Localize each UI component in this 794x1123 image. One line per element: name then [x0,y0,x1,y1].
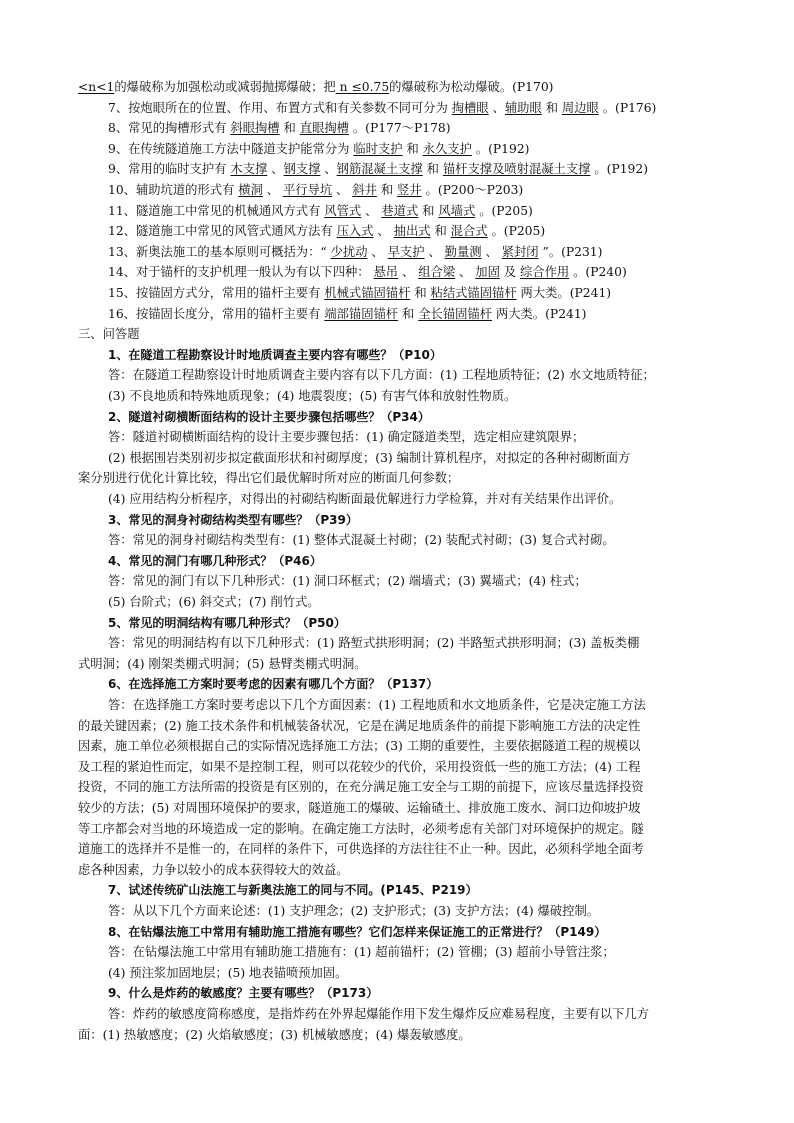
answer-line: 答：隧道衬砌横断面结构的设计主要步骤包括：(1) 确定隧道类型，选定相应建筑限界； [108,430,585,445]
blank-answer: 辅助眼 [504,100,542,115]
blank-text: 、 [455,265,476,280]
answer-line: 答：炸药的敏感度简称感度，是指炸药在外界起爆能作用下发生爆炸反应难易程度，主要有以下几方 [108,1007,650,1021]
blank-text: 和 [418,203,439,218]
question-heading: 6、在选择施工方案时要考虑的因素有哪几个方面？（P137） [108,677,439,692]
blank-answer: 钢筋混凝土支撑 [336,162,423,177]
answer-line: (3) 不良地质和特殊地质现象；(4) 地震裂度；(5) 有害气体和放射性物质。 [108,389,517,403]
blank-text: 的爆破称为加强松动或减弱抛掷爆破；把 [114,80,336,94]
blank-text: 14、对于锚杆的支护机理一般认为有以下四种： [108,265,374,280]
blank-text: 两大类。(P241) [492,306,587,321]
blank-answer: 全长锚固锚杆 [418,306,493,321]
blank-text: 、 [262,183,283,197]
fill-blank-line [108,160,758,178]
blank-answer: 斜井 [352,183,377,197]
answer-line: 道施工的选择并不是惟一的，在同样的条件下，可供选择的方法往往不止一种。因此，必须科学地全面考 [78,842,644,857]
fill-blank-line [108,181,758,199]
blank-answer: 端部锚固锚杆 [324,306,399,321]
question-heading: 2、隧道衬砌横断面结构的设计主要步骤包括哪些？（P34） [108,409,430,424]
answer-line: (4) 应用结构分析程序，对得出的衬砌结构断面最优解进行力学检算，并对有关结果作出评价。 [108,492,622,506]
blank-answer: 加固 [475,265,500,280]
answer-line: 答：在选择施工方案时要考虑以下几个方面因素：(1) 工程地质和水文地质条件，它是决定施工方法 [108,698,646,712]
answer-line: 答：在钻爆法施工中常用有辅助施工措施有：(1) 超前锚杆；(2) 管棚；(3) 超前小导管注浆； [108,945,615,960]
blank-text: 和 [541,100,562,115]
blank-answer: 粘结式锚固锚杆 [430,286,517,300]
blank-answer: n ≤0.75 [335,80,390,94]
blank-text: 、 [361,203,382,218]
question-heading: 3、常见的洞身衬砌结构类型有哪些？（P39） [108,512,358,527]
answer-line: 较少的方法；(5) 对周围环境保护的要求，隧道施工的爆破、运输碴土、排放施工废水、洞口边仰坡护坡 [78,801,641,815]
blank-answer: 组合梁 [418,265,456,280]
blank-text: 及 [499,265,520,280]
blank-text: 和 [410,286,431,300]
blank-text: 。(P200～P203) [421,183,524,197]
blank-answer: <n<1 [78,80,115,94]
blank-text: 和 [430,224,451,239]
question-heading: 5、常见的明洞结构有哪几种形式？（P50） [108,615,346,630]
blank-text: 、 [332,183,353,197]
blank-text: 。(P192) [471,141,530,156]
fill-blank-line [108,263,758,281]
answer-line: 的最关键因素；(2) 施工技术条件和机械装备状况，它是在满足地质条件的前提下影响施工方法的决定性 [78,718,641,733]
answer-line: (2) 根据围岩类别初步拟定截面形状和衬砌厚度；(3) 编制计算机程序，对拟定的各种衬砌断面方 [108,450,631,465]
blank-text: 和 [279,121,300,136]
blank-text: 11、隧道施工中常见的机械通风方式有 [108,203,325,218]
answer-line: 答：常见的洞身衬砌结构类型有：(1) 整体式混凝土衬砌；(2) 装配式衬砌；(3) 复合式衬砌。 [108,533,615,548]
blank-answer: 横洞 [238,183,263,197]
blank-text: 的爆破称为松动爆破。(P170) [389,80,554,94]
blank-text: ”。(P231) [538,244,603,259]
question-heading: 8、在钻爆法施工中常用有辅助施工措施有哪些？它们怎样来保证施工的正常进行？（P149） [108,924,607,939]
blank-answer: 直眼掏槽 [299,121,349,136]
fill-blank-line [108,140,758,158]
blank-text: 和 [402,141,423,156]
blank-text: 、 [424,244,445,259]
blank-answer: 竖井 [397,183,422,197]
fill-blank-line [108,202,758,220]
fill-blank-line [108,243,758,261]
blank-text: 10、辅助坑道的形式有 [108,183,239,197]
blank-answer: 平行导坑 [282,183,333,197]
blank-answer: 风管式 [324,203,362,218]
fill-blank-line [108,222,758,240]
answer-line: (5) 台阶式；(6) 斜交式；(7) 削竹式。 [108,595,320,609]
blank-answer: 风墙式 [438,203,476,218]
answer-line: 因素，施工单位必须根据自己的实际情况选择施工方法；(3) 工期的重要性，主要依据隧道工程的规模以 [78,739,641,754]
answer-line: 答：常见的洞门有以下几种形式：(1) 洞口环框式；(2) 端墙式；(3) 翼墙式；(4) 柱式； [108,574,587,589]
blank-answer: 紧封闭 [501,244,539,259]
blank-text: 。(P192) [590,162,648,177]
answer-line: 面：(1) 热敏感度；(2) 火焰敏感度；(3) 机械敏感度；(4) 爆轰敏感度。 [78,1027,471,1042]
blank-text: 两大类。(P241) [516,286,612,300]
blank-text: 、 [488,100,505,115]
blank-answer: 木支撑 [230,162,268,177]
blank-answer: 斜眼掏槽 [230,121,280,136]
blank-text: 和 [422,162,443,177]
blank-text: 和 [398,306,419,321]
answer-line: 等工序都会对当地的环境造成一定的影响。在确定施工方法时，必须考虑有关部门对环境保护的规定。隧 [78,821,644,836]
blank-answer: 少扰动 [330,244,368,259]
blank-answer: 早支护 [387,244,425,259]
blank-text: 。(P177～P178) [348,121,451,136]
section-title: 三、问答题 [78,327,140,342]
blank-text: 12、隧道施工中常见的风管式通风方法有 [108,224,337,239]
blank-answer: 混合式 [450,224,488,239]
blank-text: 15、按锚固方式分，常用的锚杆主要有 [108,286,325,300]
fill-blank-line [108,99,758,117]
blank-text: 。(P240) [569,265,627,280]
blank-answer: 永久支护 [422,141,472,156]
blank-answer: 掏槽眼 [451,100,489,115]
blank-answer: 周边眼 [561,100,599,115]
blank-text: 。(P176) [598,100,657,115]
answer-line: 案分别进行优化计算比较，得出它们最优解时所对应的断面几何参数； [78,471,460,486]
answer-line: 投资，不同的施工方法所需的投资是有区别的，在充分满足施工安全与工期的前提下，应该尽量选择投资 [78,780,644,795]
fill-blank-line [78,78,728,96]
answer-line: 式明洞；(4) 刚架类棚式明洞；(5) 悬臂类棚式明洞。 [78,656,367,671]
blank-text: 、 [373,224,394,239]
blank-text: 。(P205) [487,224,546,239]
fill-blank-line [108,305,758,323]
blank-text: 。(P205) [475,203,533,218]
blank-text: 、 [367,244,388,259]
answer-line: (4) 预注浆加固地层；(5) 地表锚喷预加固。 [108,965,348,980]
blank-answer: 机械式锚固锚杆 [324,286,411,300]
question-heading: 7、试述传统矿山法施工与新奥法施工的同与不同。(P145、P219） [108,883,478,898]
fill-blank-line [108,284,758,302]
blank-answer: 钢支撑 [283,162,321,177]
fill-blank-line [108,119,758,137]
answer-line: 答：常见的明洞结构有以下几种形式：(1) 路堑式拱形明洞；(2) 半路堑式拱形明洞；(3) 盖板类棚 [108,636,640,651]
blank-answer: 巷道式 [381,203,419,218]
blank-answer: 临时支护 [353,141,403,156]
blank-text: 和 [376,183,398,197]
blank-text: 7、按炮眼所在的位置、作用、布置方式和有关参数不同可分为 [108,100,452,115]
blank-answer: 勤量测 [444,244,482,259]
blank-answer: 悬吊 [373,265,399,280]
blank-text: 、 [481,244,502,259]
answer-line: 及工程的紧迫性而定，如果不是控制工程，则可以花较少的代价，采用投资低一些的施工方法；(4) 工程 [78,759,641,774]
question-heading: 1、在隧道工程勘察设计时地质调查主要内容有哪些？（P10） [108,347,442,362]
blank-text: 、 [320,162,337,177]
blank-answer: 锚杆支撑及喷射混凝土支撑 [442,162,591,177]
answer-line: 答：在隧道工程勘察设计时地质调查主要内容有以下几方面：(1) 工程地质特征；(2) 水文地质特征； [108,368,655,383]
blank-text: 、 [398,265,419,280]
blank-text: 8、常见的掏槽形式有 [108,121,231,136]
question-heading: 4、常见的洞门有哪几种形式？（P46） [108,553,322,568]
blank-text: 13、新奥法施工的基本原则可概括为：“ [108,244,331,259]
answer-line: 答：从以下几个方面来论述：(1) 支护理念；(2) 支护形式；(3) 支护方法；(4) 爆破控制。 [108,904,600,918]
blank-text: 16、按锚固长度分，常用的锚杆主要有 [108,306,325,321]
blank-answer: 压入式 [336,224,374,239]
blank-answer: 抽出式 [393,224,431,239]
blank-text: 9、常用的临时支护有 [108,162,231,177]
blank-answer: 综合作用 [520,265,570,280]
question-heading: 9、什么是炸药的敏感度？主要有哪些？（P173） [108,986,379,1001]
blank-text: 、 [267,162,284,177]
answer-line: 虑各种因素，力争以较小的成本获得较大的效益。 [78,862,349,877]
blank-text: 9、在传统隧道施工方法中隧道支护能常分为 [108,141,354,156]
